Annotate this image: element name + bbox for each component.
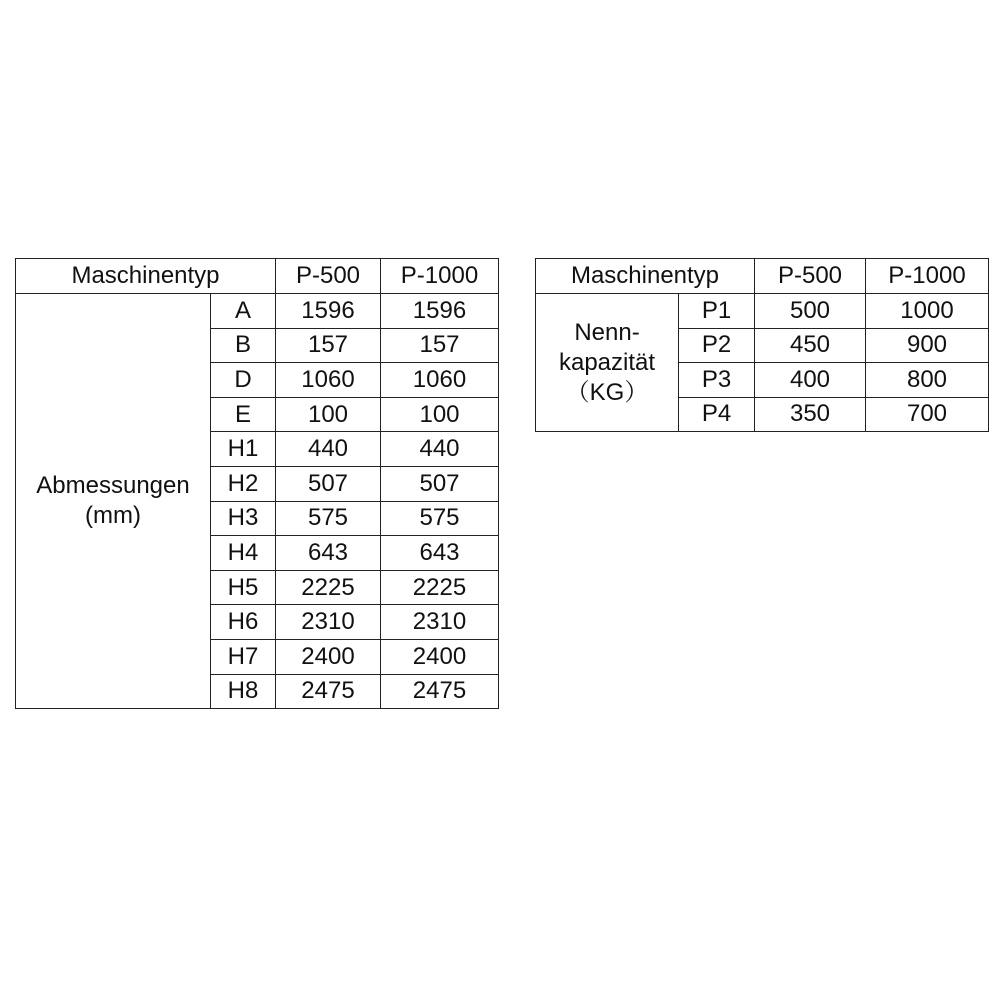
dimensions-header-p500: P-500 <box>276 259 381 294</box>
row-p1000-value: 800 <box>866 363 989 398</box>
dimensions-group-label-line1: Abmessungen <box>36 472 190 500</box>
row-key: P2 <box>679 328 755 363</box>
dimensions-group-label-unit: (mm) <box>85 502 141 530</box>
dimensions-header-row <box>16 259 499 294</box>
row-p1000-value: 100 <box>381 397 499 432</box>
row-p500-value: 450 <box>755 328 866 363</box>
row-p500-value: 1596 <box>276 294 381 329</box>
row-key: B <box>211 328 276 363</box>
row-key: H1 <box>211 432 276 467</box>
row-key: P3 <box>679 363 755 398</box>
row-key: H4 <box>211 536 276 571</box>
capacity-header-p500: P-500 <box>755 259 866 294</box>
row-p1000-value: 643 <box>381 536 499 571</box>
row-key: P4 <box>679 397 755 432</box>
row-p1000-value: 575 <box>381 501 499 536</box>
row-p1000-value: 900 <box>866 328 989 363</box>
row-key: D <box>211 363 276 398</box>
dimensions-table <box>15 258 499 709</box>
capacity-group-label-line1: Nenn- <box>574 318 640 346</box>
dimensions-header-label: Maschinentyp <box>16 259 276 294</box>
row-p500-value: 1060 <box>276 363 381 398</box>
row-p500-value: 507 <box>276 466 381 501</box>
row-key: H2 <box>211 466 276 501</box>
row-key: E <box>211 397 276 432</box>
capacity-header-p1000: P-1000 <box>866 259 989 294</box>
row-p1000-value: 1000 <box>866 294 989 329</box>
row-p1000-value: 2475 <box>381 674 499 709</box>
row-key: H7 <box>211 639 276 674</box>
capacity-group-label-unit: （KG） <box>565 378 649 406</box>
capacity-table <box>535 258 989 432</box>
row-p500-value: 2310 <box>276 605 381 640</box>
row-p500-value: 157 <box>276 328 381 363</box>
row-p500-value: 2225 <box>276 570 381 605</box>
dimensions-header-p1000: P-1000 <box>381 259 499 294</box>
row-p500-value: 575 <box>276 501 381 536</box>
dimensions-table-body <box>16 259 499 709</box>
row-p1000-value: 2400 <box>381 639 499 674</box>
capacity-header-label: Maschinentyp <box>536 259 755 294</box>
row-key: A <box>211 294 276 329</box>
row-p500-value: 643 <box>276 536 381 571</box>
row-p1000-value: 2225 <box>381 570 499 605</box>
row-key: H3 <box>211 501 276 536</box>
row-p500-value: 2400 <box>276 639 381 674</box>
row-p1000-value: 507 <box>381 466 499 501</box>
capacity-group-label-line2: kapazität <box>558 348 656 376</box>
table-row <box>16 294 499 329</box>
row-p1000-value: 2310 <box>381 605 499 640</box>
row-p1000-value: 1596 <box>381 294 499 329</box>
dimensions-group-label <box>16 294 211 709</box>
row-p500-value: 2475 <box>276 674 381 709</box>
row-key: H6 <box>211 605 276 640</box>
row-p500-value: 400 <box>755 363 866 398</box>
row-key: P1 <box>679 294 755 329</box>
row-p500-value: 500 <box>755 294 866 329</box>
capacity-header-row <box>536 259 989 294</box>
capacity-group-label <box>536 294 679 432</box>
capacity-table-body <box>536 259 989 432</box>
row-p500-value: 350 <box>755 397 866 432</box>
row-p1000-value: 157 <box>381 328 499 363</box>
row-key: H8 <box>211 674 276 709</box>
table-row <box>536 294 989 329</box>
row-p1000-value: 440 <box>381 432 499 467</box>
row-p1000-value: 1060 <box>381 363 499 398</box>
row-p500-value: 100 <box>276 397 381 432</box>
row-p500-value: 440 <box>276 432 381 467</box>
row-key: H5 <box>211 570 276 605</box>
row-p1000-value: 700 <box>866 397 989 432</box>
